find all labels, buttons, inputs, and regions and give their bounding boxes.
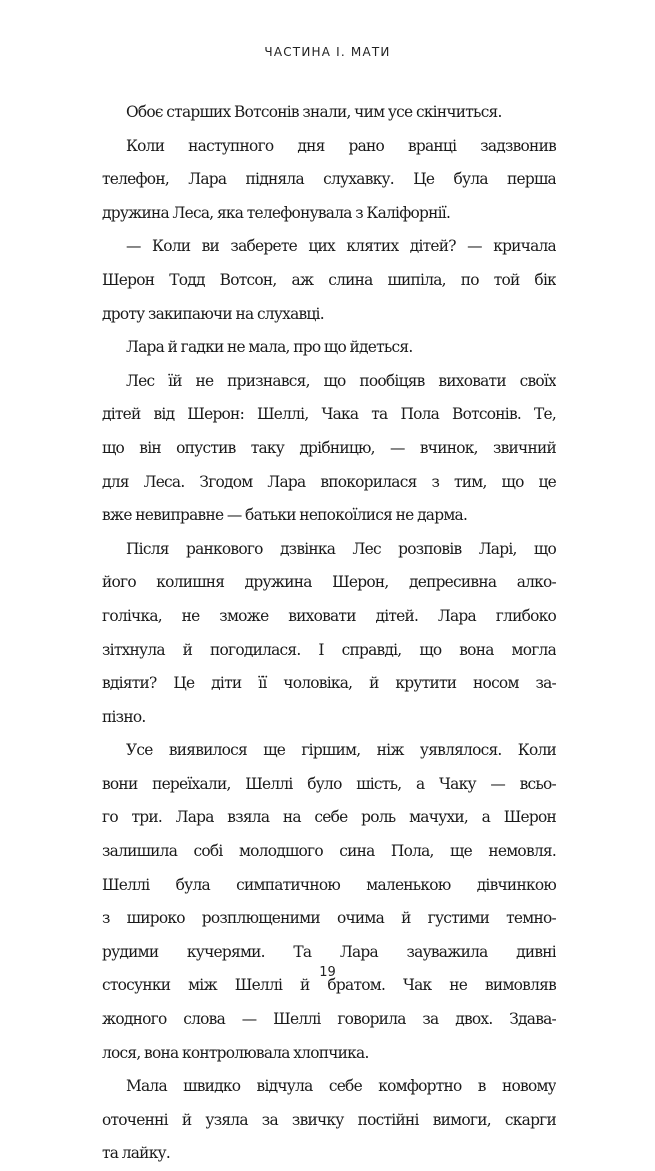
- text-line: Коли наступного дня рано вранці задзвонив: [126, 136, 556, 155]
- paragraph: [102, 96, 556, 130]
- text-line: лося, вона контролювала хлопчика.: [102, 1043, 369, 1062]
- text-line: — Коли ви заберете цих клятих дітей? — кричала: [126, 237, 556, 256]
- paragraph: [102, 533, 556, 735]
- text-line: вдіяти? Це діти її чоловіка, й крутити носом за-: [102, 674, 556, 693]
- body-text: [102, 96, 556, 1171]
- page-number: 19: [319, 965, 336, 980]
- text-line: та лайку.: [102, 1144, 171, 1163]
- running-head: ЧАСТИНА І. МАТИ: [264, 45, 391, 59]
- paragraph: [102, 734, 556, 1070]
- text-line: голічка, не зможе виховати дітей. Лара глибоко: [102, 606, 556, 625]
- text-line: вже невиправне — батьки непокоїлися не дарма.: [102, 506, 468, 525]
- text-line: що він опустив таку дрібницю, — вчинок, звичний: [102, 438, 556, 457]
- text-line: стосунки між Шеллі й братом. Чак не вимовляв: [102, 976, 556, 995]
- text-line: Мала швидко відчула себе комфортно в новому: [126, 1077, 556, 1096]
- text-line: дітей від Шерон: Шеллі, Чака та Пола Вотсонів. Те,: [102, 405, 556, 424]
- text-line: го три. Лара взяла на себе роль мачухи, а Шерон: [102, 808, 556, 827]
- paragraph: [102, 331, 556, 365]
- text-line: пізно.: [102, 707, 146, 726]
- paragraph: [102, 365, 556, 533]
- text-line: для Леса. Згодом Лара впокорилася з тим, що це: [102, 472, 556, 491]
- text-line: з широко розплющеними очима й густими темно-: [102, 909, 556, 928]
- text-line: його колишня дружина Шерон, депресивна алко-: [102, 573, 556, 592]
- text-line: телефон, Лара підняла слухавку. Це була перша: [102, 170, 556, 189]
- text-line: вони переїхали, Шеллі було шість, а Чаку — всьо-: [102, 774, 556, 793]
- text-line: Усе виявилося ще гіршим, ніж уявлялося. Коли: [126, 741, 556, 760]
- text-line: зітхнула й погодилася. І справді, що вона могла: [102, 640, 556, 659]
- text-line: дроту закипаючи на слухавці.: [102, 304, 324, 323]
- text-line: Після ранкового дзвінка Лес розповів Ларі, що: [126, 539, 556, 558]
- paragraph: [102, 130, 556, 231]
- text-line: залишила собі молодшого сина Пола, ще немовля.: [102, 842, 556, 861]
- text-line: жодного слова — Шеллі говорила за двох. Здава-: [102, 1010, 556, 1029]
- text-line: Шерон Тодд Вотсон, аж слина шипіла, по той бік: [102, 270, 556, 289]
- text-line: оточенні й узяла за звичку постійні вимоги, скарги: [102, 1110, 556, 1129]
- text-line: Лес їй не признався, що пообіцяв виховати своїх: [126, 371, 556, 390]
- text-line: рудими кучерями. Та Лара зауважила дивні: [102, 942, 556, 961]
- text-line: Обоє старших Вотсонів знали, чим усе скінчиться.: [126, 103, 502, 121]
- text-line: Лара й гадки не мала, про що йдеться.: [126, 338, 413, 357]
- text-line: дружина Леса, яка телефонувала з Каліфорнії.: [102, 203, 451, 222]
- text-line: Шеллі була симпатичною маленькою дівчинкою: [102, 875, 556, 894]
- paragraph: [102, 1070, 556, 1171]
- paragraph: [102, 230, 556, 331]
